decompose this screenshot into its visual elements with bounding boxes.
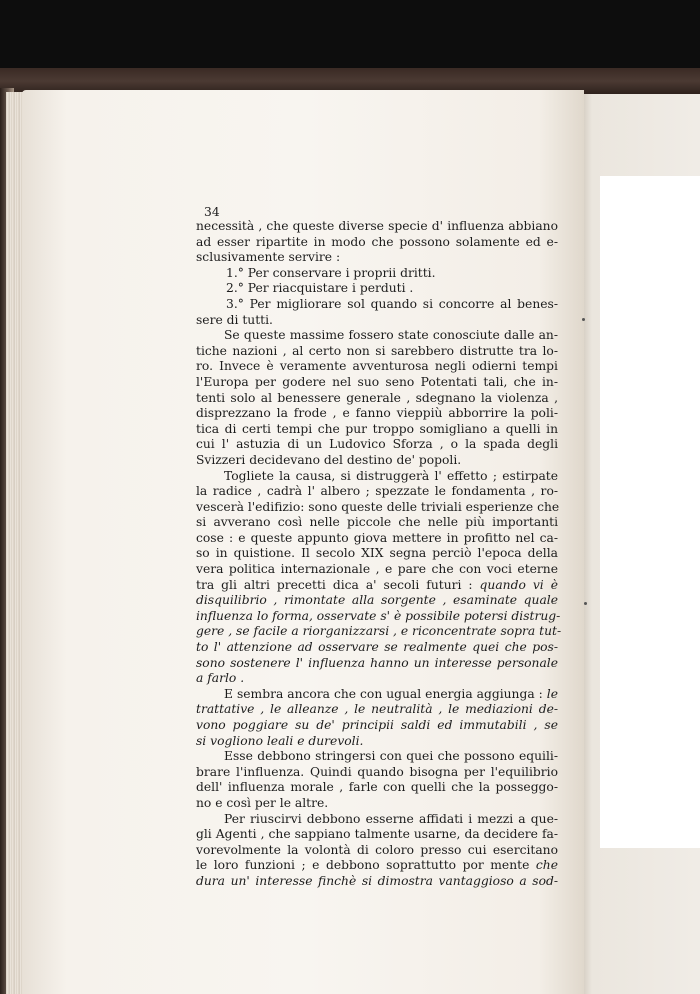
page-number: 34 bbox=[204, 205, 220, 219]
text-line: dell' influenza morale , farle con quelli che la posseggo- bbox=[196, 780, 558, 795]
paragraph-line bbox=[196, 687, 558, 703]
paragraph-line: Esse debbono stringersi con quei che possono equili- bbox=[224, 749, 558, 764]
text-line: sclusivamente servire : bbox=[196, 250, 341, 265]
text-line: cose : e queste appunto giova mettere in profitto nel ca- bbox=[196, 530, 558, 545]
margin-mark bbox=[582, 318, 585, 321]
text-line: vescerà l'edifizio: sono queste delle triviali esperienze che bbox=[196, 499, 560, 514]
text-run: E sembra ancora che con ugual energia aggiunga : bbox=[224, 686, 543, 701]
text-line: vera politica internazionale , e pare che con voci eterne bbox=[196, 562, 558, 577]
text-line: to l' attenzione ad osservare se realmente quei che pos- bbox=[196, 640, 558, 655]
text-run: le loro funzioni ; e debbono soprattutto por mente bbox=[196, 858, 530, 873]
text-line: gli Agenti , che sappiano talmente usarne, da decidere fa- bbox=[196, 827, 558, 842]
margin-mark bbox=[584, 602, 587, 605]
paragraph-line: Per riuscirvi debbono esserne affidati i mezzi a que- bbox=[224, 811, 558, 826]
text-line: la radice , cadrà l' albero ; spezzate le fondamenta , ro- bbox=[196, 484, 558, 499]
white-panel bbox=[600, 176, 700, 848]
text-line: sono sostenere l' influenza hanno un interesse personale bbox=[196, 655, 558, 670]
text-line: dura un' interesse finchè si dimostra vantaggioso a sod- bbox=[196, 873, 558, 888]
text-line: si avverano così nelle piccole che nelle più importanti bbox=[196, 515, 558, 530]
paragraph-line: Togliete la causa, si distruggerà l' effetto ; estirpate bbox=[224, 468, 558, 483]
text-line: tica di certi tempi che pur troppo somigliano a quelli in bbox=[196, 421, 558, 436]
text-line: tiche nazioni , al certo non si sarebbero distrutte tra lo- bbox=[196, 343, 558, 358]
list-item: 2.° Per riacquistare i perduti . bbox=[226, 281, 414, 296]
text-line: ad esser ripartite in modo che possono solamente ed e- bbox=[196, 234, 558, 249]
text-line: so in quistione. Il secolo XIX segna perciò l'epoca della bbox=[196, 546, 558, 561]
background-top bbox=[0, 0, 700, 72]
page-text bbox=[196, 205, 562, 890]
text-line: disquilibrio , rimontate alla sorgente , esaminate quale bbox=[196, 593, 558, 608]
text-line: influenza lo forma, osservate s' è possibile potersi distrug- bbox=[196, 608, 561, 623]
text-line: a farlo . bbox=[196, 671, 245, 686]
text-line: l'Europa per godere nel suo seno Potentati tali, che in- bbox=[196, 374, 558, 389]
text-line: necessità , che queste diverse specie d' influenza abbiano bbox=[196, 219, 558, 233]
text-line: vono poggiare su de' principii saldi ed immutabili , se bbox=[196, 718, 558, 732]
text-line: trattative , le alleanze , le neutralità , le mediazioni de- bbox=[196, 702, 558, 717]
italic-run: quando vi è bbox=[479, 577, 558, 592]
text-line: Svizzeri decidevano del destino de' popoli. bbox=[196, 452, 462, 467]
text-line: tenti solo al benessere generale , sdegnano la violenza , bbox=[196, 390, 558, 405]
list-item: 1.° Per conservare i proprii dritti. bbox=[226, 265, 436, 280]
text-line bbox=[196, 858, 558, 874]
text-line: gere , se facile a riorganizzarsi , e riconcentrate sopra tut- bbox=[196, 624, 562, 639]
text-line: sere di tutti. bbox=[196, 312, 273, 327]
text-line: vorevolmente la volontà di coloro presso cui esercitano bbox=[196, 842, 558, 857]
italic-run: che bbox=[535, 858, 558, 873]
text-line: disprezzano la frode , e fanno vieppiù abborrire la poli- bbox=[196, 406, 558, 421]
text-line: ro. Invece è veramente avventurosa negli odierni tempi bbox=[196, 359, 558, 374]
text-line: no e così per le altre. bbox=[196, 795, 329, 810]
text-line: brare l'influenza. Quindi quando bisogna per l'equilibrio bbox=[196, 764, 558, 779]
list-item: 3.° Per migliorare sol quando si concorre al benes- bbox=[226, 296, 558, 311]
text-run: tra gli altri precetti dica a' secoli futuri : bbox=[196, 577, 473, 592]
text-line: cui l' astuzia di un Ludovico Sforza , o la spada degli bbox=[196, 437, 558, 452]
italic-run: le bbox=[546, 686, 558, 701]
text-line bbox=[196, 578, 558, 594]
text-line: si vogliono leali e durevoli. bbox=[196, 733, 364, 748]
paragraph-line: Se queste massime fossero state conosciute dalle an- bbox=[224, 328, 558, 343]
